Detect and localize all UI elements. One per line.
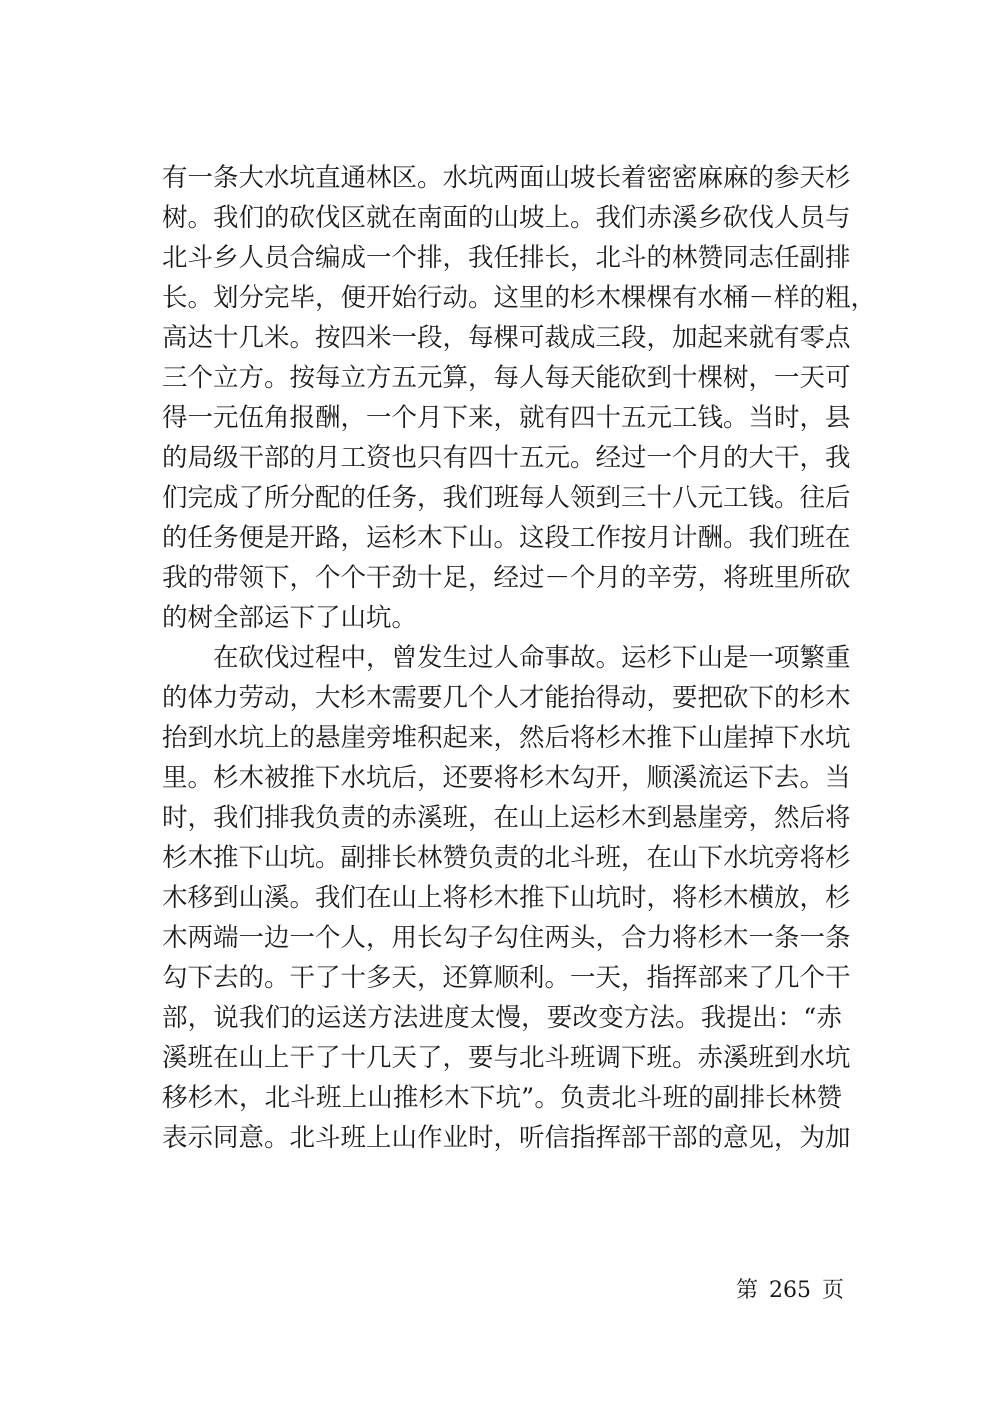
text-line: 时，我们排我负责的赤溪班，在山上运杉木到悬崖旁，然后将 bbox=[162, 803, 851, 833]
text-line: 的局级干部的月工资也只有四十五元。经过一个月的大干，我 bbox=[162, 443, 851, 473]
text-line: 三个立方。按每立方五元算，每人每天能砍到十棵树，一天可 bbox=[162, 363, 851, 393]
text-line: 北斗乡人员合编成一个排，我任排长，北斗的林赞同志任副排 bbox=[162, 243, 851, 273]
text-line: 里。杉木被推下水坑后，还要将杉木勾开，顺溪流运下去。当 bbox=[162, 763, 851, 793]
text-line: 木两端一边一个人，用长勾子勾住两头，合力将杉木一条一条 bbox=[162, 923, 851, 953]
text-line: 表示同意。北斗班上山作业时，听信指挥部干部的意见，为加 bbox=[162, 1123, 851, 1153]
text-line: 溪班在山上干了十几天了，要与北斗班调下班。赤溪班到水坑 bbox=[162, 1043, 851, 1073]
page-number: 第 265 页 bbox=[736, 1278, 844, 1303]
text-line: 得一元伍角报酬，一个月下来，就有四十五元工钱。当时，县 bbox=[162, 403, 851, 433]
text-line: 部，说我们的运送方法进度太慢，要改变方法。我提出：“赤 bbox=[162, 1003, 842, 1033]
paragraph bbox=[162, 638, 851, 1158]
text-line: 们完成了所分配的任务，我们班每人领到三十八元工钱。往后 bbox=[162, 483, 851, 513]
text-line: 的树全部运下了山坑。 bbox=[162, 603, 418, 633]
text-line: 木移到山溪。我们在山上将杉木推下山坑时，将杉木横放，杉 bbox=[162, 883, 851, 913]
text-line: 高达十几米。按四米一段，每棵可裁成三段，加起来就有零点 bbox=[162, 323, 851, 353]
text-line: 长。划分完毕，便开始行动。这里的杉木棵棵有水桶－样的粗， bbox=[162, 283, 877, 313]
text-line: 有一条大水坑直通林区。水坑两面山坡长着密密麻麻的参天杉 bbox=[162, 163, 851, 193]
body-text bbox=[162, 158, 877, 1158]
text-line: 我的带领下，个个干劲十足，经过－个月的辛劳，将班里所砍 bbox=[162, 563, 851, 593]
paragraph bbox=[162, 158, 877, 638]
text-line: 树。我们的砍伐区就在南面的山坡上。我们赤溪乡砍伐人员与 bbox=[162, 203, 851, 233]
text-line: 抬到水坑上的悬崖旁堆积起来，然后将杉木推下山崖掉下水坑 bbox=[162, 723, 851, 753]
text-line: 杉木推下山坑。副排长林赞负责的北斗班，在山下水坑旁将杉 bbox=[162, 843, 851, 873]
text-line: 的任务便是开路，运杉木下山。这段工作按月计酬。我们班在 bbox=[162, 523, 851, 553]
text-line: 的体力劳动，大杉木需要几个人才能抬得动，要把砍下的杉木 bbox=[162, 683, 851, 713]
text-line: 移杉木，北斗班上山推杉木下坑”。负责北斗班的副排长林赞 bbox=[162, 1083, 842, 1113]
text-line: 在砍伐过程中，曾发生过人命事故。运杉下山是一项繁重 bbox=[213, 643, 851, 673]
text-line: 勾下去的。干了十多天，还算顺利。一天，指挥部来了几个干 bbox=[162, 963, 851, 993]
